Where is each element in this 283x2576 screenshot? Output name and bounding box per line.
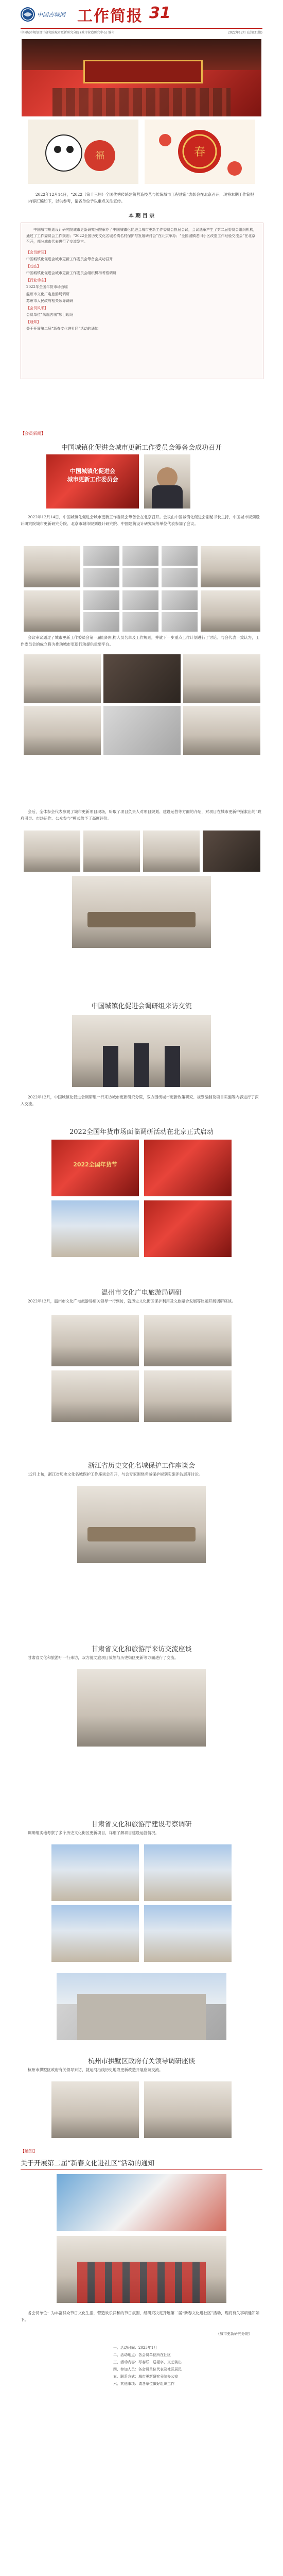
list-item: 六、其他事项：请各单位做好组织工作 [113,2382,174,2386]
notice-banner-photo [57,2174,226,2231]
grid-photo [83,590,119,610]
grid-photo [24,706,101,755]
grid-photo [51,1315,139,1366]
speaker-photo [144,454,190,509]
toc-item[interactable]: 关于开展第二届“新春文化进社区”活动的通知 [26,327,99,331]
paragraph: 2022年12月14日，中国城镇化促进会城市更新工作委员会筹备会在北京召开。会议由中国城镇化促进会副秘书长主持，中国城市规划设计研究院城市更新研究分院、北京市城市规划设计研究院、中国建筑设计研究院等单位代表参加了会议。 [21,515,260,526]
paragraph: 甘肃省文化和旅游厅一行来访，双方就文旅项目策划与历史街区更新等方面进行了交流。 [28,1655,179,1660]
list-item: 四、参加人员：各会员单位代表及社区居民 [113,2367,182,2371]
publisher-line: 中国城市规划设计研究院城市更新研究分院 (城市营造研究中心) 编印 [21,31,115,35]
svg-text:春: 春 [193,146,206,159]
toc [0,211,283,219]
notice-title: 关于开展第二届“新春文化进社区”活动的通知 [21,2160,155,2167]
svg-text:福: 福 [95,150,104,161]
visit-photo [72,1015,211,1087]
toc-item[interactable]: 温州市文化广电旅游局调研 [26,292,69,296]
grid-photo [201,546,260,587]
paragraph: 2022年12月，温州市文化广电旅游局相关领导一行到访，就历史文化街区保护利用及文旅融合发展等议题开展调研座谈。 [28,1299,236,1303]
notice-signature: （城市更新研究分院） [216,2332,252,2336]
section3-body [21,1094,262,1107]
paragraph: 12月上旬，浙江省历史文化名城保护工作座谈会召开，与会专家围绕名城保护规划实施评估展开讨论。 [28,1472,203,1477]
section4-body [21,1298,262,1305]
section-title: 中国城镇化促进会城市更新工作委员会筹备会成功召开 [61,444,222,452]
grid-photo [183,654,260,703]
section1-body [21,514,262,527]
toc-list [26,249,258,333]
toc-item[interactable]: 2022年全国年货市场面临 [26,285,68,289]
section-tag: 【会员新闻】 [21,431,45,436]
section-title: 中国城镇化促进会调研组来访交流 [91,1003,192,1010]
grid-photo [144,1905,232,1962]
paragraph: 会议审议通过了城市更新工作委员会第一届组织机构人员名单及工作规则，并就下一步重点工作计划进行了讨论。与会代表一致认为，工作委员会的成立将为推动城市更新行动提供重要平台。 [21,635,259,647]
event-photo [51,1200,139,1257]
list-item: 五、联系方式：城市更新研究分院办公室 [113,2375,178,2379]
hero-photo [22,39,261,116]
toc-title: 本 期 目 录 [128,213,155,219]
section-tag: 【通知】 [21,2149,37,2154]
section5-body [21,1471,262,1478]
notice-list [113,2344,182,2387]
list-item: 三、活动内容：写春联、送福字、文艺演出 [113,2360,182,2364]
paragraph: 各会员单位：为丰富群众节日文化生活，营造欢乐祥和的节日氛围，经研究决定开展第二届“新春文化进社区”活动，现将有关事项通知如下。 [21,2311,260,2322]
toc-intro: 中国城市规划设计研究院城市更新研究分院举办了中国城镇化促进会城市更新工作委员会换届会议，会议选举产生了第二届委员会组织机构，通过了工作委员会工作规则；“2022全国历史文化名城名镇名村保护与发展研讨会”在北京举办；“全国城镇老旧小区改造工作经验交流会”在北京召开，部分城市代表进行了交流发言。 [26,228,257,244]
toc-item[interactable]: 会员单位“凤凰古城”项目现场 [26,313,74,317]
list-item: 一、活动时间：2023年1月 [113,2346,157,2350]
section2-body [21,809,262,822]
event-photo [144,1200,232,1257]
paragraph: 杭州市拱墅区政府有关领导来访，就运河沿线历史地段更新改造开展座谈交流。 [28,2067,163,2072]
section-title: 温州市文化广电旅游局调研 [101,1289,182,1297]
section-title: 甘肃省文化和旅游厅来访交流座谈 [91,1646,192,1653]
notice-photo [57,2236,226,2303]
header-rule [21,28,262,29]
grid-photo [162,590,198,610]
paragraph: 调研组实地考察了多个历史文化街区更新项目，详细了解项目建设运营情况。 [28,1831,159,1835]
meeting-photo [72,876,211,948]
grid-photo [24,546,80,587]
grid-photo [144,1370,232,1422]
section8-body [21,2067,262,2074]
section1-body-2 [21,635,262,648]
section6-body [21,1655,262,1662]
toc-item[interactable]: 中国城镇化促进会城市更新工作委员会组织机构考察调研 [26,271,116,275]
grid-photo [122,546,158,566]
grid-photo [51,1844,139,1901]
toc-item[interactable]: 【通知】 [26,319,41,324]
paragraph: 2022年12月，中国城镇化促进会调研组一行来访城市更新研究分院，双方围绕城市更新政策研究、规划编制及项目实施等内容进行了深入交流。 [21,1095,259,1106]
grid-photo [183,706,260,755]
toc-item[interactable]: 【会员新闻】 [26,250,48,255]
paragraph: 会后，全体参会代表参观了城市更新项目现场，听取了项目负责人对项目规划、建设运营等方面的介绍，对项目在城市更新中探索出的“政府引导、市场运作、公众参与”模式给予了高度评价。 [21,809,261,821]
grid-photo [162,568,198,587]
org-name: 中国古城网 [37,11,65,18]
section-title: 浙江省历史文化名城保护工作座谈会 [87,1462,195,1470]
intro-text: 2022年12月14日，“2022（第十三届）全国优秀传统建筑营造技艺与传统城市工程建造”表彰会在北京召开，现将本期工作简报内容汇编如下，以供参考，请各单位予以重点关注宣传。 [28,192,254,204]
grid-photo [51,1905,139,1962]
grid-photo [143,831,200,872]
section-title: 2022全国年货市场面临调研活动在北京正式启动 [69,1128,214,1136]
grid-photo [51,2081,139,2138]
divider [21,2169,262,2170]
photo-grid [24,546,260,587]
event-photo [51,1140,139,1196]
toc-item[interactable]: 苏州市人民政府相关领导调研 [26,299,73,303]
grid-photo [122,568,158,587]
photo-grid [24,590,260,632]
banner-text: 2022全国年货节 [73,1161,117,1168]
grid-photo [201,590,260,632]
photo-grid [24,654,260,757]
issue-date: 2022年12月 (总第31期) [227,31,262,35]
intro [0,192,283,205]
logo-icon [21,7,35,22]
meeting-photo [77,1669,206,1747]
grid-photo [24,654,101,703]
toc-item[interactable]: 【行业动态】 [26,278,48,282]
building-photo [57,1973,226,2040]
page-title: 工作简报 [77,7,143,25]
banner-text: 中国城镇化促进会 城市更新工作委员会 [67,468,118,483]
grid-photo [103,706,181,755]
grid-photo [83,568,119,587]
toc-box [21,223,263,379]
toc-item[interactable]: 中国城镇化促进会城市更新工作委员会筹备会成功召开 [26,257,113,261]
grid-photo [162,612,198,632]
grid-photo [103,654,181,703]
event-photo [144,1140,232,1196]
lantern-photo [145,120,255,184]
grid-photo [122,590,158,610]
photo-grid [24,831,260,872]
toc-item[interactable]: 【动态】 [26,264,41,268]
grid-photo [144,1844,232,1901]
section-title: 甘肃省文化和旅游厅建设考察调研 [91,1821,192,1828]
banner-photo [46,454,139,509]
issue-number: 31 [149,4,171,22]
section-title: 杭州市拱墅区政府有关领导调研座谈 [87,2058,195,2065]
grid-photo [51,1370,139,1422]
grid-photo [83,612,119,632]
grid-photo [24,590,80,632]
grid-photo [162,546,198,566]
section7-body [21,1830,262,1837]
grid-photo [144,1315,232,1366]
mascot-photo [28,120,138,184]
notice-body [21,2310,262,2323]
grid-photo [144,2081,232,2138]
meeting-photo [77,1486,206,1563]
list-item: 二、活动地点：各会员单位所在社区 [113,2353,171,2357]
grid-photo [203,831,260,872]
grid-photo [83,831,140,872]
toc-item[interactable]: 【会员风采】 [26,306,48,310]
header [0,0,283,38]
grid-photo [24,831,80,872]
grid-photo [83,546,119,566]
grid-photo [122,612,158,632]
